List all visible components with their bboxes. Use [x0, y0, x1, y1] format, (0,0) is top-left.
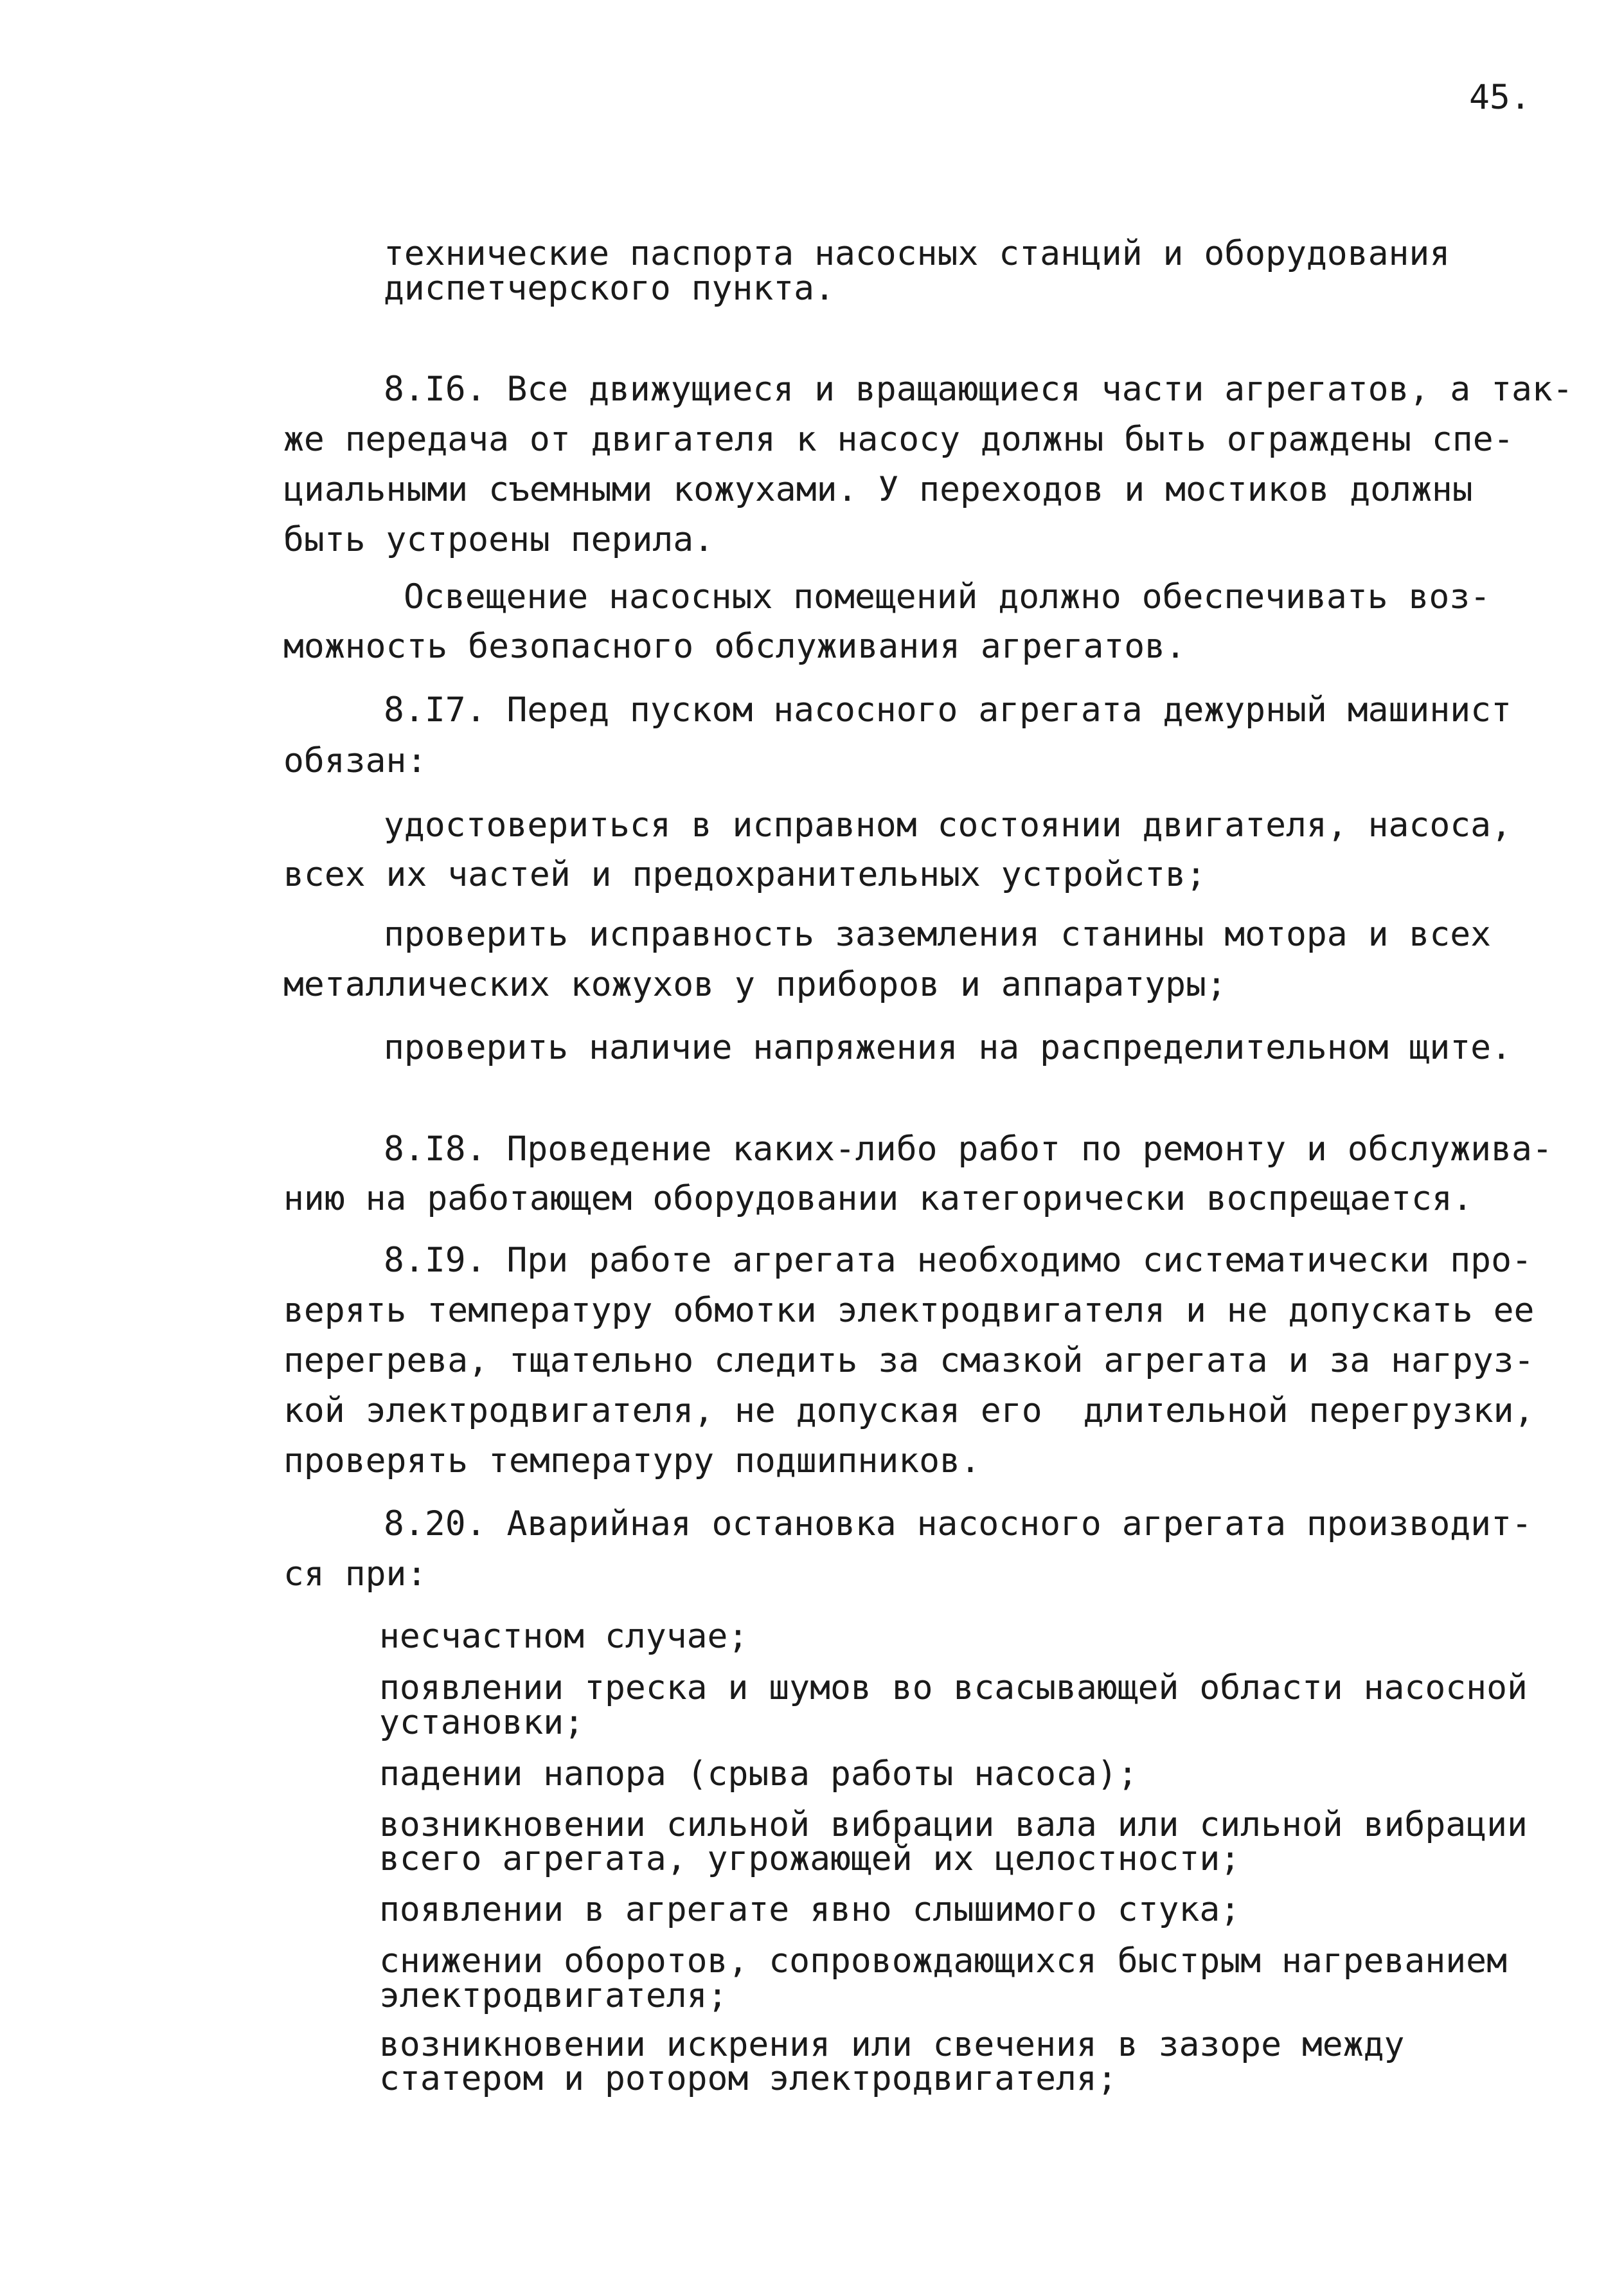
text-line: 8.I7. Перед пуском насосного агрегата дежурный машинист — [384, 690, 1512, 730]
text-line: проверять температуру подшипников. — [283, 1441, 981, 1480]
list-item-line: всего агрегата, угрожающей их целостности; — [379, 1839, 1241, 1878]
list-item-line: падении напора (срыва работы насоса); — [379, 1754, 1138, 1794]
text-line: технические паспорта насосных станций и оборудования — [384, 234, 1450, 273]
list-item-line: электродвигателя; — [379, 1976, 728, 2015]
list-item-line: возникновении сильной вибрации вала или сильной вибрации — [379, 1805, 1528, 1844]
list-item-line: появлении треска и шумов во всасывающей области насосной — [379, 1668, 1528, 1707]
list-item-line: появлении в агрегате явно слышимого стука; — [379, 1890, 1241, 1929]
list-item-line: возникновении искрения или свечения в зазоре между — [379, 2025, 1405, 2064]
text-line: ся при: — [283, 1554, 427, 1594]
text-line: перегрева, тщательно следить за смазкой агрегата и за нагруз- — [283, 1341, 1535, 1380]
list-item-line: несчастном случае; — [379, 1617, 749, 1656]
text-line: верять температуру обмотки электродвигателя и не допускать ее — [283, 1291, 1535, 1330]
list-item-line: установки; — [379, 1703, 585, 1742]
text-line: 8.I8. Проведение каких-либо работ по ремонту и обслужива- — [384, 1129, 1553, 1169]
text-line: кой электродвигателя, не допуская его длительной перегрузки, — [283, 1391, 1535, 1430]
text-line: 8.I6. Все движущиеся и вращающиеся части агрегатов, а так- — [384, 370, 1573, 409]
text-line: нию на работающем оборудовании категорически воспрещается. — [283, 1179, 1473, 1218]
text-line: циальными съемными кожухами. У переходов и мостиков должны — [283, 470, 1473, 509]
list-item-line: снижении оборотов, сопровождающихся быстрым нагреванием — [379, 1941, 1507, 1981]
text-line: удостовериться в исправном состоянии двигателя, насоса, — [384, 805, 1512, 845]
text-line: можность безопасного обслуживания агрегатов. — [283, 627, 1186, 666]
text-line: быть устроены перила. — [283, 520, 715, 559]
text-line: 8.I9. При работе агрегата необходимо систематически про- — [384, 1241, 1532, 1280]
text-line: проверить исправность заземления станины мотора и всех — [384, 915, 1492, 954]
text-line: диспетчерского пункта. — [384, 269, 835, 308]
text-line: Освещение насосных помещений должно обеспечивать воз- — [404, 577, 1491, 616]
text-line: металлических кожухов у приборов и аппаратуры; — [283, 965, 1227, 1004]
text-line: 8.20. Аварийная остановка насосного агрегата производит- — [384, 1504, 1532, 1543]
list-item-line: статером и ротором электродвигателя; — [379, 2059, 1118, 2098]
text-line: всех их частей и предохранительных устройств; — [283, 855, 1206, 894]
page-number: 45. — [1469, 78, 1531, 117]
text-line: проверить наличие напряжения на распределительном щите. — [384, 1028, 1512, 1067]
text-line: обязан: — [283, 741, 427, 780]
text-line: же передача от двигателя к насосу должны быть ограждены спе- — [283, 420, 1514, 459]
